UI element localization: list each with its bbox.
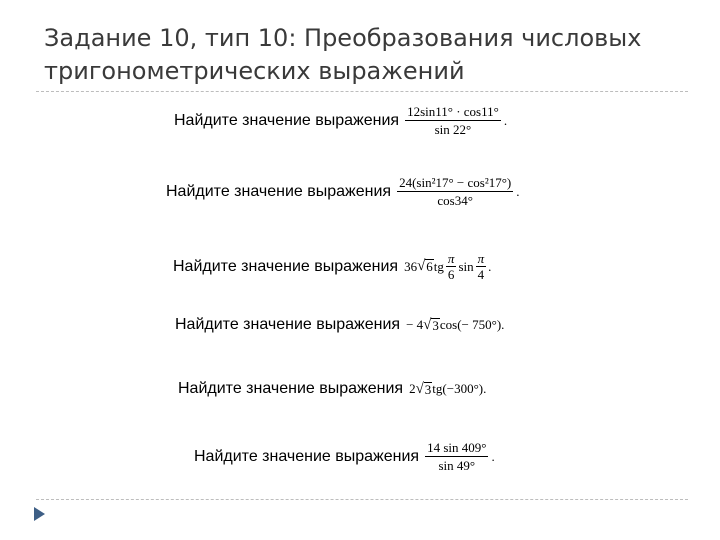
task-3-function-2: sin bbox=[458, 258, 474, 274]
slide-title: Задание 10, тип 10: Преобразования числовых тригонометрических выражений bbox=[44, 24, 642, 85]
task-2-expression bbox=[397, 175, 519, 208]
task-6 bbox=[194, 440, 495, 473]
task-6-fraction bbox=[425, 440, 488, 473]
task-4-coefficient: − 4 bbox=[406, 317, 424, 332]
task-4-radicand: 3 bbox=[432, 317, 439, 333]
sqrt-symbol: √ bbox=[415, 380, 424, 397]
task-3-coefficient: 36 bbox=[404, 258, 418, 274]
task-1-fraction bbox=[405, 104, 501, 137]
task-3-fraction-2-denominator: 4 bbox=[477, 267, 485, 282]
task-4-rest: cos(− 750°). bbox=[439, 317, 505, 332]
task-2-fraction bbox=[397, 175, 513, 208]
task-1 bbox=[174, 104, 507, 137]
task-3 bbox=[173, 252, 491, 281]
footer-divider bbox=[36, 499, 688, 500]
task-5-coefficient: 2 bbox=[409, 381, 416, 396]
task-3-radicand: 6 bbox=[426, 259, 433, 274]
task-6-expression bbox=[425, 440, 495, 473]
task-5-radicand: 3 bbox=[424, 381, 432, 397]
task-3-fraction-2-numerator: π bbox=[477, 251, 485, 266]
task-5-rest: tg(−300°). bbox=[432, 381, 487, 396]
task-3-sqrt bbox=[417, 259, 434, 274]
task-6-period: . bbox=[491, 448, 495, 464]
task-3-label: Найдите значение выражения bbox=[173, 257, 399, 275]
task-3-function-1: tg bbox=[433, 258, 444, 274]
task-4 bbox=[175, 316, 504, 334]
task-4-expression bbox=[406, 317, 504, 333]
task-5-sqrt bbox=[416, 382, 433, 397]
task-6-numerator: 14 sin 409° bbox=[427, 440, 487, 455]
task-5-expression bbox=[409, 381, 486, 397]
sqrt-symbol: √ bbox=[417, 258, 426, 274]
task-1-numerator: 12sin11° · cos11° bbox=[407, 104, 499, 119]
title-divider bbox=[36, 91, 688, 92]
task-1-expression bbox=[405, 104, 507, 137]
task-3-fraction-2 bbox=[476, 252, 487, 281]
task-1-label: Найдите значение выражения bbox=[174, 111, 400, 129]
task-6-denominator: sin 49° bbox=[438, 458, 476, 473]
task-2 bbox=[166, 175, 520, 208]
task-3-period: . bbox=[488, 258, 492, 274]
task-2-period: . bbox=[516, 183, 520, 199]
task-3-fraction-1-numerator: π bbox=[447, 251, 455, 266]
task-2-label: Найдите значение выражения bbox=[166, 182, 392, 200]
task-1-period: . bbox=[503, 112, 508, 128]
task-5 bbox=[178, 380, 486, 398]
play-arrow-icon[interactable] bbox=[34, 507, 45, 521]
sqrt-symbol: √ bbox=[423, 316, 432, 333]
task-1-denominator: sin 22° bbox=[434, 122, 472, 137]
task-3-expression bbox=[404, 252, 491, 281]
task-2-numerator: 24(sin²17° − cos²17°) bbox=[399, 175, 512, 190]
task-3-fraction-1 bbox=[446, 252, 457, 281]
task-3-fraction-1-denominator: 6 bbox=[447, 267, 455, 282]
task-2-denominator: cos34° bbox=[437, 193, 473, 208]
task-4-label: Найдите значение выражения bbox=[175, 316, 401, 333]
task-4-sqrt bbox=[423, 318, 440, 333]
task-6-label: Найдите значение выражения bbox=[194, 447, 420, 465]
task-5-label: Найдите значение выражения bbox=[178, 380, 404, 397]
